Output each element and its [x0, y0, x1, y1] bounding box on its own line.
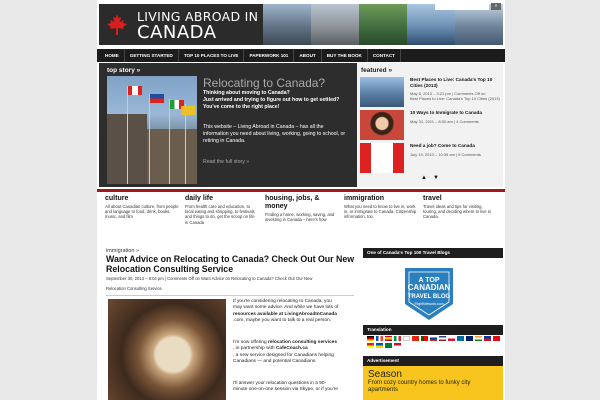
nav-buy-the-book[interactable]: BUY THE BOOK: [322, 49, 368, 62]
flag-icon[interactable]: [385, 336, 392, 341]
photo-flag: [150, 94, 164, 103]
category-divider: [97, 189, 505, 192]
category-daily-life[interactable]: [185, 195, 259, 225]
badge-text-4: FlightNetwork.com: [414, 302, 444, 306]
article: [99, 246, 357, 400]
category-immigration[interactable]: [344, 195, 418, 220]
flag-icon[interactable]: [430, 336, 437, 341]
nav-home[interactable]: HOME: [97, 49, 125, 62]
header-photo-skyline: [407, 4, 455, 45]
flag-icon[interactable]: [457, 336, 464, 341]
flag-icon[interactable]: [367, 343, 374, 348]
site-logo[interactable]: [99, 4, 263, 45]
article-text-line: .com, maybe you want to talk to a real person.: [233, 318, 332, 324]
badge-text-2: CANADIAN: [407, 283, 451, 292]
advertisement-banner[interactable]: [363, 366, 503, 400]
ad-title: Season: [368, 369, 402, 380]
flag-icon[interactable]: [475, 336, 482, 341]
featured-title[interactable]: Need a job? Come to Canada: [410, 143, 475, 148]
nav-getting-started[interactable]: GETTING STARTED: [125, 49, 179, 62]
article-text-line: Canadians — and potential Canadians.: [233, 359, 317, 365]
ad-line: apartments: [368, 387, 399, 393]
flag-icon[interactable]: [394, 336, 401, 341]
featured-thumb[interactable]: [360, 143, 404, 173]
top-story-panel: [99, 63, 357, 187]
article-photo-coffee: [108, 299, 226, 400]
read-full-story-link[interactable]: Read the full story »: [203, 159, 250, 165]
flag-icon[interactable]: [376, 336, 383, 341]
resources-link[interactable]: resources available at LivingAbroadInCanada: [233, 311, 337, 317]
badge-text-3: TRAVEL BLOG: [407, 294, 451, 300]
advertisement-heading: Advertisement: [363, 356, 503, 366]
article-paragraph: [233, 381, 357, 394]
top-story-bold-line: You've come to the right place!: [203, 104, 280, 110]
featured-meta: May 8, 2013 – 3:21 pm | Comments Off on: [410, 91, 486, 96]
nav-about[interactable]: ABOUT: [294, 49, 321, 62]
article-meta: September 30, 2013 – 8:04 pm | Comments Off on Want Advice on Relocating to Canada? Check Out Our New: [106, 276, 313, 281]
article-text-line: I'll answer your relocation questions in a 90-: [233, 381, 327, 386]
article-paragraph: [233, 340, 357, 366]
nav-paperwork[interactable]: PAPERWORK 101: [244, 49, 294, 62]
flag-icon[interactable]: [403, 336, 410, 341]
featured-panel: [357, 63, 503, 187]
article-text: , in partnership with: [233, 346, 276, 352]
article-text-line: If you're considering relocating to Canada, you: [233, 299, 332, 304]
flag-icon[interactable]: [385, 343, 392, 348]
featured-label[interactable]: featured »: [361, 67, 393, 74]
top-blogs-heading: One of Canada's Top 100 Travel Blogs: [363, 248, 503, 258]
category-desc: Travel ideas and tips for visiting, touring, and deciding where to live in Canada.: [423, 204, 491, 220]
logo-line-2: CANADA: [137, 22, 217, 43]
photo-pole: [149, 94, 150, 184]
article-meta-continued: Relocation Consulting Service: [106, 286, 162, 291]
article-title[interactable]: Want Advice on Relocating to Canada? Check Out Our New Relocation Consulting Service: [106, 254, 355, 274]
header-photo-castle: [311, 4, 359, 45]
category-culture[interactable]: [105, 195, 179, 220]
category-housing[interactable]: [265, 195, 339, 222]
relocation-consulting-link[interactable]: relocation consulting services: [267, 340, 338, 345]
top-story-bold-line: Thinking about moving to Canada?: [203, 90, 290, 96]
header-photo-totem: [359, 4, 407, 45]
top-canadian-travel-blog-badge[interactable]: [399, 264, 459, 324]
article-divider: [106, 295, 354, 296]
header-photo-city: [455, 4, 503, 45]
flag-icon[interactable]: [367, 336, 374, 341]
photo-building: [147, 129, 197, 184]
search-input[interactable]: [435, 3, 489, 10]
page: [97, 0, 505, 400]
category-title[interactable]: immigration: [344, 195, 385, 202]
header-photo-strip: [263, 4, 503, 45]
featured-thumb[interactable]: [360, 110, 404, 140]
article-text-line: minute one-on-one session via Skype, or if you're: [233, 387, 338, 393]
flag-icon[interactable]: [484, 336, 491, 341]
translation-flags: [367, 336, 501, 348]
featured-title[interactable]: Best Places to Live: Canada's Top 10 Cities (2013): [410, 77, 493, 88]
ad-line: From cozy country homes to funky city: [368, 380, 471, 386]
featured-meta: Best Places to Live: Canada's Top 10 Cities (2013): [410, 96, 500, 101]
main-nav: [97, 49, 505, 62]
flag-icon[interactable]: [376, 343, 383, 348]
category-desc: Finding a home, working, saving, and investing in Canada – here's how: [265, 212, 335, 223]
photo-pole: [185, 104, 186, 184]
article-text-line: , a new service designed for Canadians helping: [233, 352, 334, 358]
flag-icon[interactable]: [421, 336, 428, 341]
nav-top-10-places[interactable]: TOP 10 PLACES TO LIVE: [179, 49, 245, 62]
photo-pole: [169, 99, 170, 184]
search-button[interactable]: »: [491, 3, 501, 10]
logo-line-1: LIVING ABROAD IN: [137, 9, 259, 24]
translation-heading: Translation: [363, 325, 503, 335]
featured-item[interactable]: [360, 143, 502, 173]
category-travel[interactable]: [423, 195, 497, 220]
top-story-photo[interactable]: [107, 76, 197, 184]
category-title[interactable]: daily life: [185, 195, 214, 202]
top-story-label[interactable]: top story »: [107, 67, 141, 74]
article-paragraph: [233, 299, 357, 325]
category-desc: From health care and education, to local eating and shopping, to festivals and things to do, get the scoop on life in Canada: [185, 204, 255, 225]
featured-arrows[interactable]: ▲▼: [421, 175, 445, 181]
featured-meta: July 19, 2010 – 10:35 am | 9 Comments: [410, 152, 481, 157]
header-photo-parliament: [263, 4, 311, 45]
flag-icon[interactable]: [493, 336, 500, 341]
badge-text-1: A TOP: [418, 277, 440, 284]
top-story-line: retiring in Canada.: [203, 138, 246, 144]
photo-flag: [128, 86, 142, 95]
top-story-bold-line: Just arrived and trying to figure out how to get settled?: [203, 97, 340, 103]
flag-icon[interactable]: [412, 336, 419, 341]
photo-flag: [181, 106, 195, 115]
flag-icon[interactable]: [394, 343, 401, 348]
site-header: [97, 4, 505, 45]
cafecoach-link[interactable]: CafeCoach.ca: [275, 346, 308, 352]
featured-title[interactable]: 10 Ways to Immigrate to Canada: [410, 110, 482, 115]
category-title[interactable]: travel: [423, 195, 442, 202]
category-title[interactable]: housing, jobs, & money: [265, 195, 320, 210]
featured-thumb[interactable]: [360, 77, 404, 107]
maple-leaf-icon: [105, 13, 129, 37]
featured-meta: May 31, 2011 – 8:00 am | 4 Comments: [410, 119, 479, 124]
flag-icon[interactable]: [439, 336, 446, 341]
category-desc: All about Canadian culture, from people and language to food, drink, books, music, and film: [105, 204, 179, 220]
featured-item[interactable]: [360, 110, 502, 140]
top-story-line: This website – Living Abroad in Canada – has all the: [203, 124, 324, 130]
category-desc: What you need to know to live in, work in, or immigrate to Canada. Citizenship information, too.: [344, 204, 417, 220]
top-story-title[interactable]: Relocating to Canada?: [203, 76, 326, 90]
top-story-line: information you need about living, working, going to school, or: [203, 131, 346, 137]
nav-contact[interactable]: CONTACT: [368, 49, 401, 62]
article-text-line: may want some advice. And while we have lots of: [233, 305, 339, 311]
article-category[interactable]: immigration »: [106, 248, 140, 254]
article-text: I'm now offering: [233, 340, 268, 345]
photo-pole: [127, 86, 128, 184]
flag-icon[interactable]: [448, 336, 455, 341]
flag-icon[interactable]: [466, 336, 473, 341]
category-title[interactable]: culture: [105, 195, 129, 202]
featured-item[interactable]: [360, 77, 502, 107]
